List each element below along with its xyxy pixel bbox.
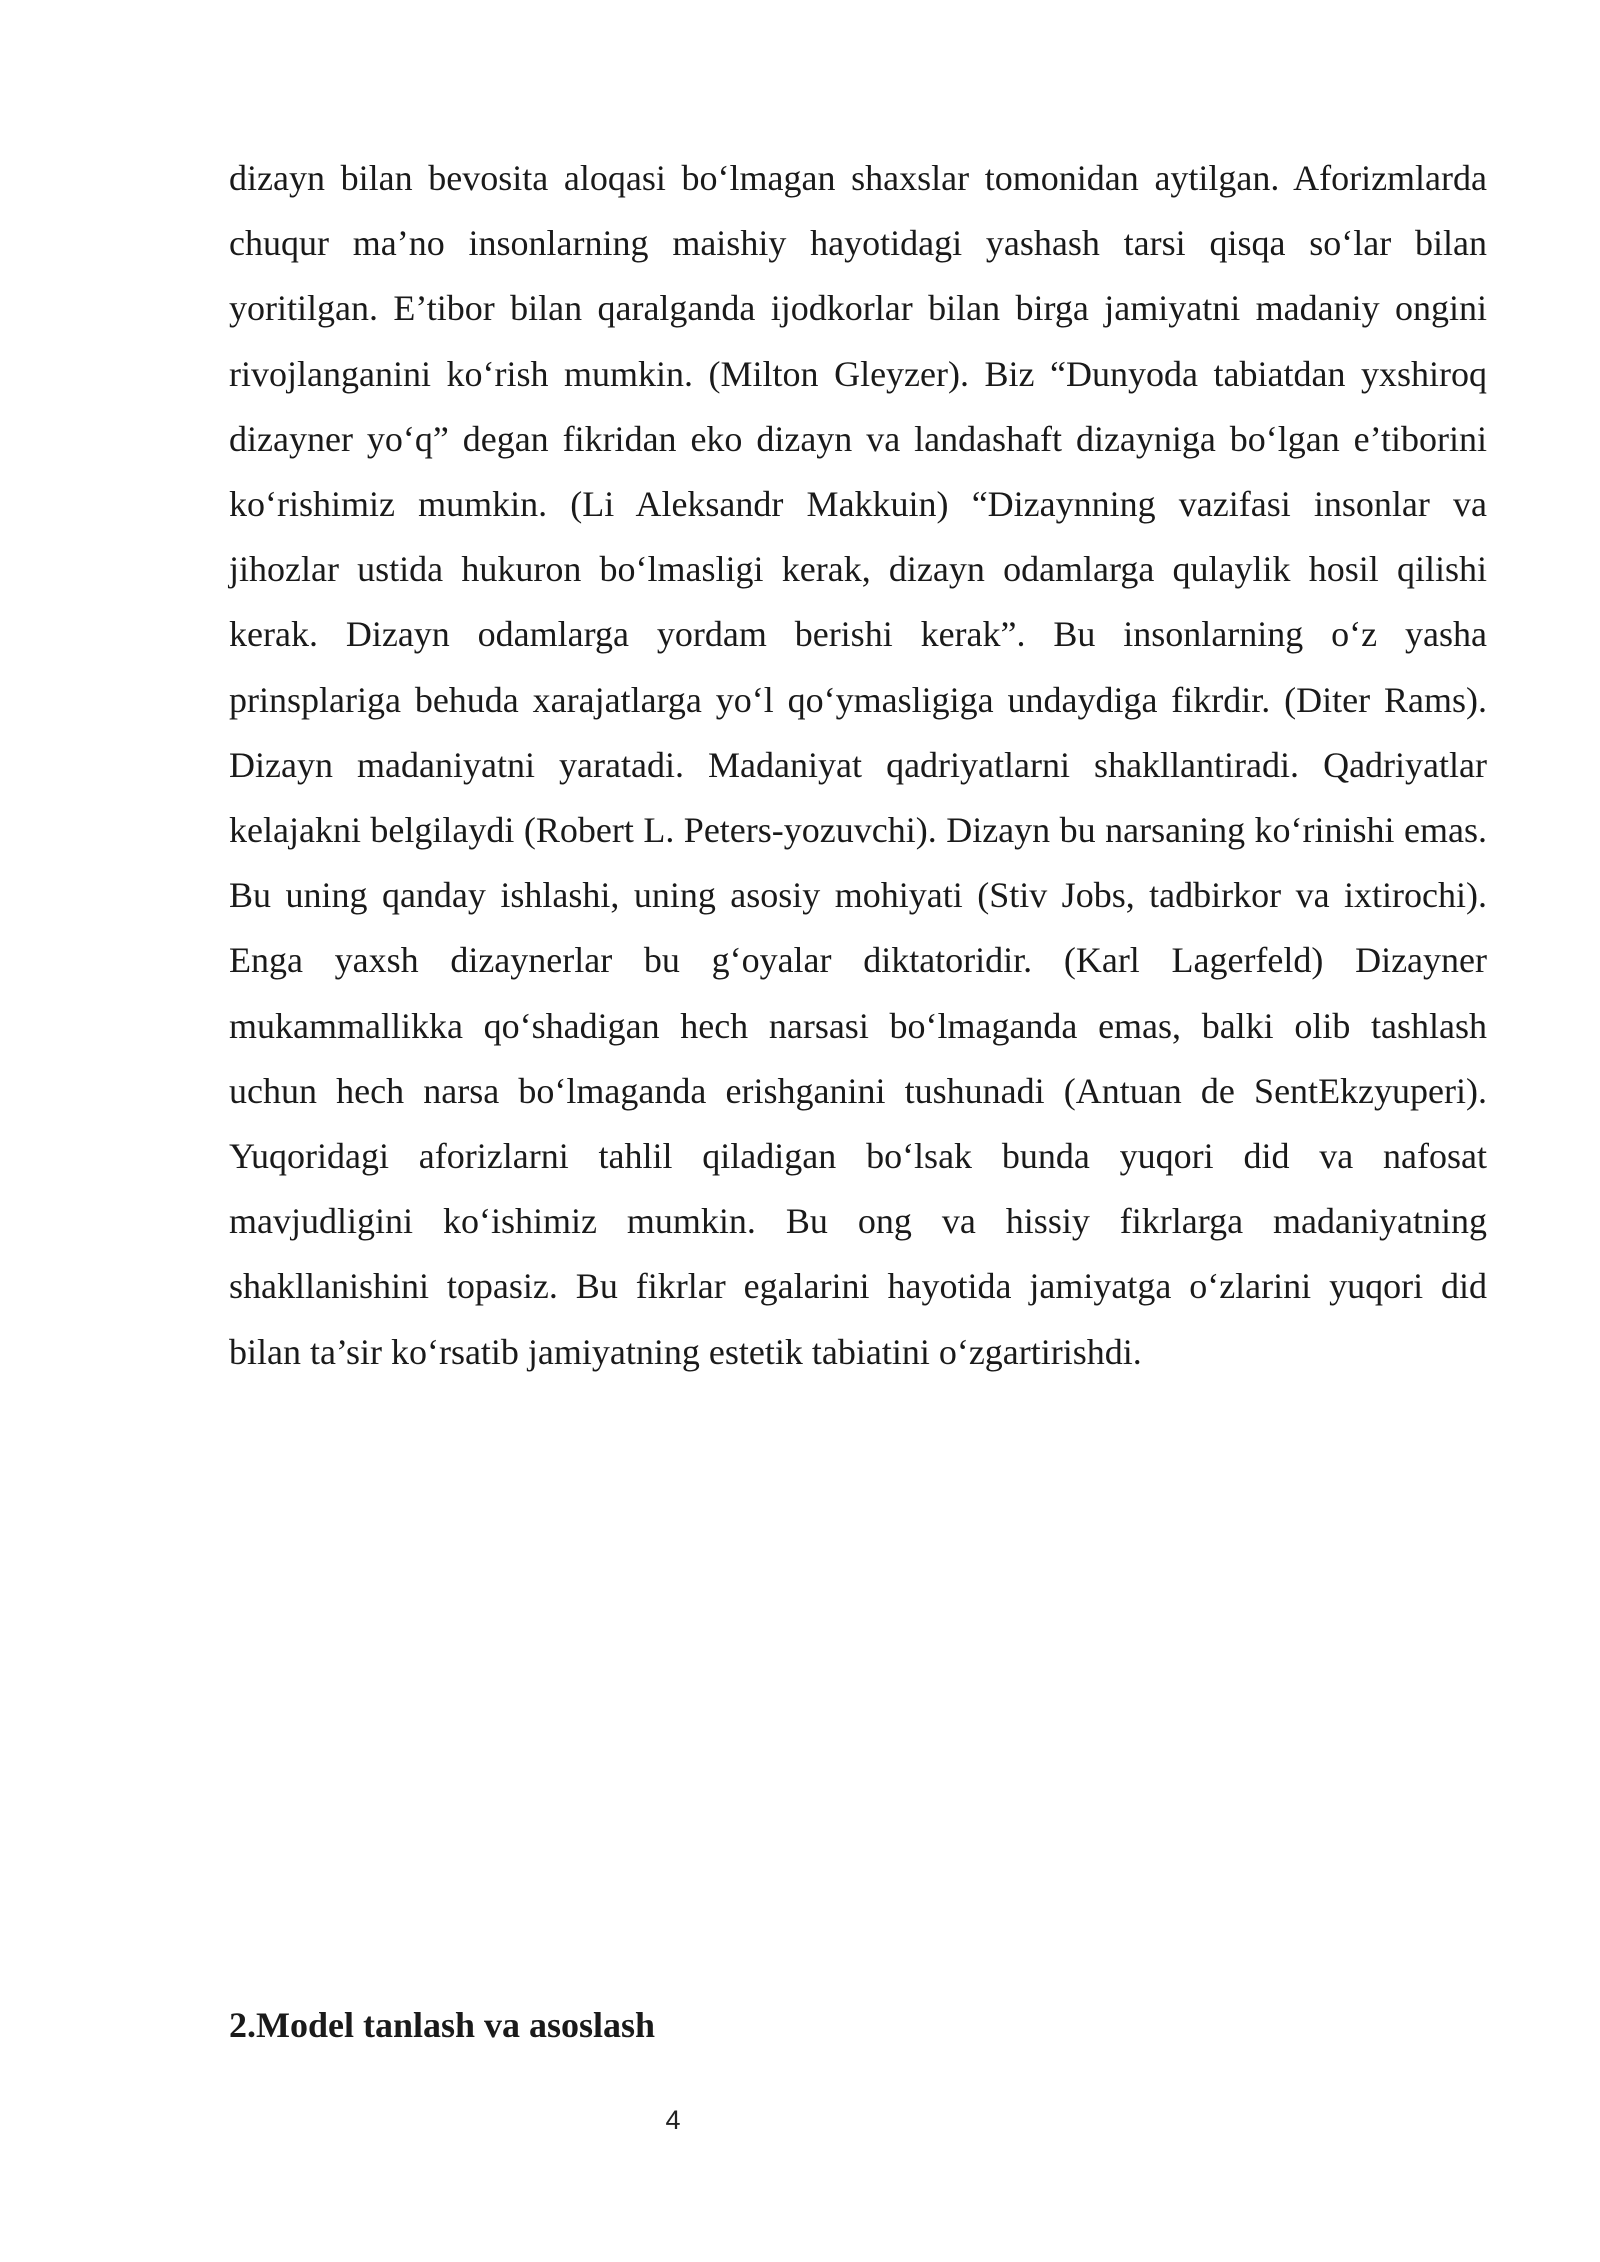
- page-number: 4: [665, 2105, 681, 2135]
- body-paragraph: dizayn bilan bevosita aloqasi bo‘lmagan shaxslar tomonidan aytilgan. Aforizmlarda chuqur ma’no insonlarning maishiy hayotidagi yashash tarsi qisqa so‘lar bilan yoritilgan. E’tibor bilan qaralganda ijodkorlar bilan birga jamiyatni madaniy ongini rivojlanganini ko‘rish mumkin. (Milton Gleyzer). Biz “Dunyoda tabiatdan yxshiroq dizayner yo‘q” degan fikridan eko dizayn va landashaft dizayniga bo‘lgan e’tiborini ko‘rishimiz mumkin. (Li Aleksandr Makkuin) “Dizaynning vazifasi insonlar va jihozlar ustida hukuron bo‘lmasligi kerak, dizayn odamlarga qulaylik hosil qilishi kerak. Dizayn odamlarga yordam berishi kerak”. Bu insonlarning o‘z yasha prinsplariga behuda xarajatlarga yo‘l qo‘ymasligiga undaydiga fikrdir. (Diter Rams). Dizayn madaniyatni yaratadi. Madaniyat qadriyatlarni shakllantiradi. Qadriyatlar kelajakni belgilaydi (Robert L. Peters-yozuvchi). Dizayn bu narsaning ko‘rinishi emas. Bu uning qanday ishlashi, uning asosiy mohiyati (Stiv Jobs, tadbirkor va ixtirochi). Enga yaxsh dizaynerlar bu g‘oyalar diktatoridir. (Karl Lagerfeld) Dizayner mukammallikka qo‘shadigan hech narsasi bo‘lmaganda emas, balki olib tashlash uchun hech narsa bo‘lmaganda erishganini tushunadi (Antuan de SentEkzyuperi). Yuqoridagi aforizlarni tahlil qiladigan bo‘lsak bunda yuqori did va nafosat mavjudligini ko‘ishimiz mumkin. Bu ong va hissiy fikrlarga madaniyatning shakllanishini topasiz. Bu fikrlar egalarini hayotida jamiyatga o‘zlarini yuqori did bilan ta’sir ko‘rsatib jamiyatning estetik tabiatini o‘zgartirishdi.: [229, 158, 1487, 1372]
- section-heading: 2.Model tanlash va asoslash: [229, 2005, 656, 2045]
